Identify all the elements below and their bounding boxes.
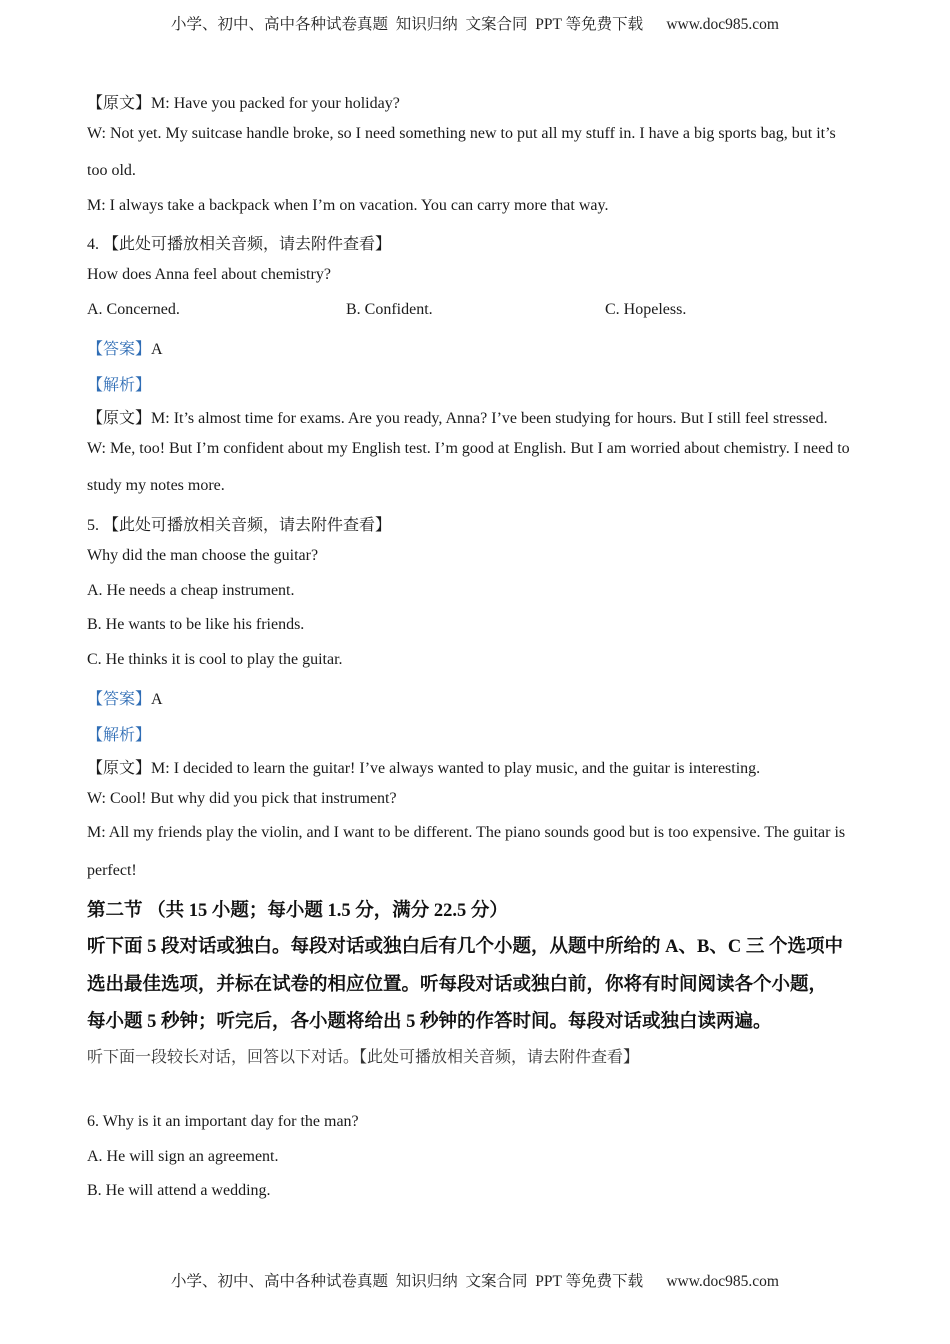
answer-label: 【答案】 (87, 341, 152, 358)
question-4-transcript-1 (87, 405, 828, 428)
question-5-option-c: C. He thinks it is cool to play the guitar. (87, 651, 343, 668)
question-5-transcript-2: W: Cool! But why did you pick that instrument? (87, 790, 397, 807)
page-footer: 小学、初中、高中各种试卷真题 知识归纳 文案合同 PPT 等免费下载 www.doc985.com (171, 1273, 779, 1290)
question-4-analysis-label: 【解析】 (87, 377, 152, 394)
transcript-3-line-3: too old. (87, 162, 136, 179)
question-6-text: 6. Why is it an important day for the man? (87, 1113, 359, 1130)
question-5-transcript-4: perfect! (87, 862, 137, 879)
question-5-option-a: A. He needs a cheap instrument. (87, 582, 295, 599)
transcript-3-line-2: W: Not yet. My suitcase handle broke, so I need something new to put all my stuff in. I have a big sports bag, but it’s (87, 125, 836, 142)
question-number: 4. (87, 236, 103, 253)
question-5-option-b: B. He wants to be like his friends. (87, 616, 305, 633)
question-4-transcript-2: W: Me, too! But I’m confident about my English test. I’m good at English. But I am worried about chemistry. I need to (87, 440, 850, 457)
question-4-header (87, 231, 391, 254)
question-6-option-a: A. He will sign an agreement. (87, 1148, 279, 1165)
question-5-header (87, 512, 391, 535)
question-5-text: Why did the man choose the guitar? (87, 547, 319, 564)
question-5-transcript-1 (87, 755, 760, 778)
question-5-transcript-3: M: All my friends play the violin, and I want to be different. The piano sounds good but is too expensive. The guitar is (87, 824, 846, 841)
section-2-title: 第二节 （共 15 小题；每小题 1.5 分，满分 22.5 分） (87, 901, 508, 921)
section-2-instruction-2: 选出最佳选项，并标在试卷的相应位置。听每段对话或独白前，你将有时间阅读各个小题， (87, 975, 828, 995)
question-4-option-c: C. Hopeless. (605, 301, 687, 318)
transcript-label: 【原文】 (87, 410, 152, 427)
transcript-text: M: I decided to learn the guitar! I’ve always wanted to play music, and the guitar is interesting. (151, 760, 761, 777)
question-5-answer (87, 686, 163, 709)
question-4-text: How does Anna feel about chemistry? (87, 266, 331, 283)
question-4-option-a: A. Concerned. (87, 301, 180, 318)
question-number: 5. (87, 517, 103, 534)
transcript-text: M: Have you packed for your holiday? (151, 95, 400, 112)
answer-value: A (151, 341, 163, 358)
question-4-answer (87, 336, 163, 359)
question-6-option-b: B. He will attend a wedding. (87, 1182, 271, 1199)
audio-note[interactable]: 【此处可播放相关音频，请去附件查看】 (103, 236, 392, 253)
transcript-label: 【原文】 (87, 95, 152, 112)
question-4-option-b: B. Confident. (346, 301, 433, 318)
answer-label: 【答案】 (87, 691, 152, 708)
page-header: 小学、初中、高中各种试卷真题 知识归纳 文案合同 PPT 等免费下载 www.doc985.com (171, 16, 779, 33)
answer-value: A (151, 691, 163, 708)
transcript-3-line-1 (87, 90, 400, 113)
audio-note[interactable]: 【此处可播放相关音频，请去附件查看】 (103, 517, 392, 534)
section-2-instruction-1: 听下面 5 段对话或独白。每段对话或独白后有几个小题，从题中所给的 A、B、C 三 个选项中 (87, 937, 843, 957)
section-2-note: 听下面一段较长对话，回答以下对话。【此处可播放相关音频，请去附件查看】 (87, 1049, 640, 1066)
transcript-3-line-4: M: I always take a backpack when I’m on vacation. You can carry more that way. (87, 197, 609, 214)
transcript-label: 【原文】 (87, 760, 152, 777)
question-4-transcript-3: study my notes more. (87, 477, 225, 494)
transcript-text: M: It’s almost time for exams. Are you ready, Anna? I’ve been studying for hours. But I still feel stressed. (151, 410, 828, 427)
section-2-instruction-3: 每小题 5 秒钟；听完后，各小题将给出 5 秒钟的作答时间。每段对话或独白读两遍。 (87, 1012, 772, 1032)
question-5-analysis-label: 【解析】 (87, 727, 152, 744)
